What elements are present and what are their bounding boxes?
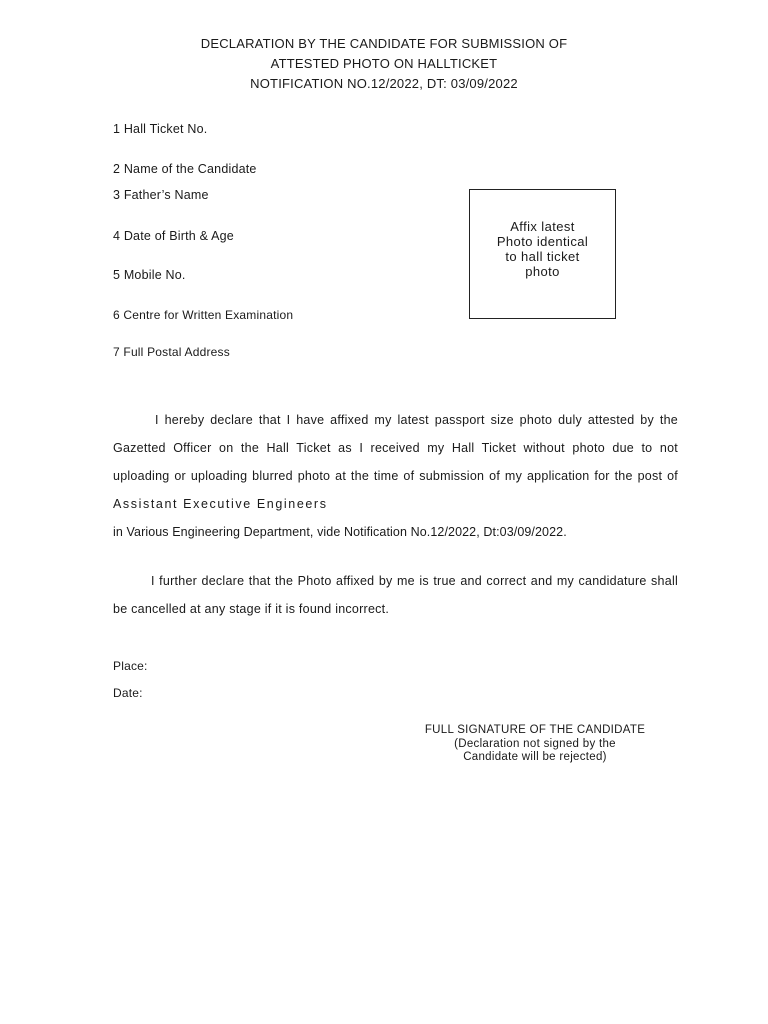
field-father-name: 3 Father’s Name — [113, 188, 209, 202]
signature-title: FULL SIGNATURE OF THE CANDIDATE — [424, 724, 646, 736]
signature-note-line-2: Candidate will be rejected) — [463, 751, 607, 763]
declaration-paragraph-1 — [113, 406, 678, 546]
photo-box-line-2: Photo identical — [496, 234, 589, 249]
field-candidate-name: 2 Name of the Candidate — [113, 162, 257, 176]
place-label: Place: — [113, 659, 148, 673]
declaration-paragraph-2 — [113, 567, 678, 623]
field-mobile-no: 5 Mobile No. — [113, 268, 186, 282]
field-date-of-birth-age: 4 Date of Birth & Age — [113, 229, 234, 243]
declaration-para1-last-line: in Various Engineering Department, vide Notification No.12/2022, Dt:03/09/2022. — [113, 525, 567, 539]
signature-block — [395, 724, 675, 765]
declaration-para2-text: I further declare that the Photo affixed by me is true and correct and my candidature shall be cancelled at any stage if it is found incorrect. — [113, 574, 678, 616]
photo-affix-box — [469, 189, 616, 319]
heading-line-3: NOTIFICATION NO.12/2022, DT: 03/09/2022 — [250, 76, 518, 91]
field-exam-centre: 6 Centre for Written Examination — [113, 308, 294, 322]
declaration-post-name: Assistant Executive Engineers — [113, 497, 328, 511]
heading-line-1: DECLARATION BY THE CANDIDATE FOR SUBMISSION OF — [200, 36, 568, 51]
heading-line-2: ATTESTED PHOTO ON HALLTICKET — [270, 56, 498, 71]
field-postal-address: 7 Full Postal Address — [113, 345, 230, 359]
photo-box-line-4: photo — [525, 264, 560, 279]
signature-note-line-1: (Declaration not signed by the — [454, 737, 616, 750]
photo-box-line-3: to hall ticket — [505, 249, 580, 264]
date-label: Date: — [113, 686, 143, 700]
field-hall-ticket-no: 1 Hall Ticket No. — [113, 122, 208, 136]
declaration-para1-text: I hereby declare that I have affixed my latest passport size photo duly attested by the Gazetted Officer on the Hall Ticket as I received my Hall Ticket without photo due to not uploading or uploading blurred photo at the time of submission of my application for the post of — [113, 413, 678, 483]
photo-box-line-1: Affix latest — [510, 219, 575, 234]
